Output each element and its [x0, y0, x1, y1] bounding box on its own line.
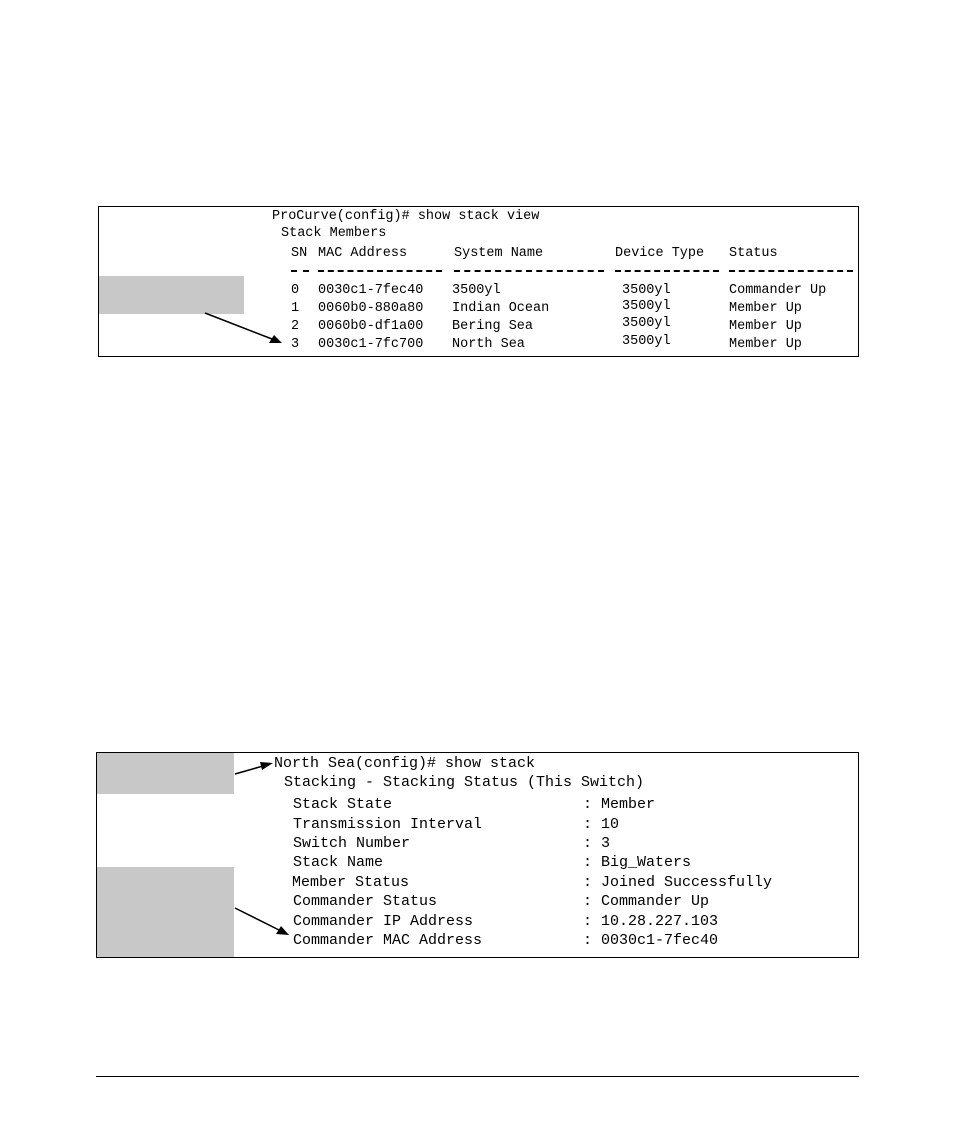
field-label: Member Status: [292, 874, 410, 891]
field-label: Stack State: [293, 796, 393, 813]
cell-mac: 0060b0-df1a00: [318, 319, 424, 334]
header-underline: [729, 270, 853, 274]
section-heading: Stack Members: [281, 226, 387, 241]
cell-sn: 0: [291, 283, 300, 298]
field-label: Transmission Interval: [293, 816, 483, 833]
cell-type: 3500yl: [622, 334, 671, 349]
command-prompt: ProCurve(config)# show stack view: [272, 209, 540, 224]
cell-name: Bering Sea: [452, 319, 534, 334]
cell-name: Indian Ocean: [452, 301, 550, 316]
column-header-name: System Name: [454, 246, 544, 261]
field-value: : Member: [583, 796, 656, 813]
field-value: : Big_Waters: [583, 854, 692, 871]
header-underline: [318, 270, 442, 274]
cell-mac: 0030c1-7fc700: [318, 337, 424, 352]
field-label: Commander MAC Address: [293, 932, 483, 949]
section-heading: Stacking - Stacking Status (This Switch): [284, 774, 645, 791]
stack-status-terminal: [96, 752, 859, 958]
column-header-type: Device Type: [615, 246, 705, 261]
cell-mac: 0060b0-880a80: [318, 301, 424, 316]
field-label: Commander IP Address: [293, 913, 474, 930]
cell-sn: 1: [291, 301, 300, 316]
footer-divider: [96, 1076, 859, 1077]
cell-status: Member Up: [729, 301, 802, 316]
cell-status: Member Up: [729, 319, 802, 334]
cell-status: Commander Up: [729, 283, 827, 298]
cell-sn: 3: [291, 337, 300, 352]
field-value: : Joined Successfully: [583, 874, 773, 891]
command-prompt: North Sea(config)# show stack: [274, 755, 536, 772]
header-underline: [454, 270, 604, 274]
field-label: Switch Number: [293, 835, 411, 852]
header-underline: [615, 270, 719, 274]
field-label: Commander Status: [293, 893, 438, 910]
field-value: : 0030c1-7fec40: [583, 932, 719, 949]
stack-view-terminal: [98, 206, 859, 357]
field-value: : 10.28.227.103: [583, 913, 719, 930]
cell-type: 3500yl: [622, 283, 671, 298]
field-value: : Commander Up: [583, 893, 710, 910]
field-value: : 3: [583, 835, 611, 852]
cell-status: Member Up: [729, 337, 802, 352]
cell-type: 3500yl: [622, 316, 671, 331]
cell-type: 3500yl: [622, 299, 671, 314]
field-value: : 10: [583, 816, 620, 833]
column-header-mac: MAC Address: [318, 246, 408, 261]
field-label: Stack Name: [293, 854, 384, 871]
column-header-status: Status: [729, 246, 778, 261]
header-underline: [291, 270, 309, 274]
cell-name: 3500yl: [452, 283, 501, 298]
cell-name: North Sea: [452, 337, 525, 352]
column-header-sn: SN: [291, 246, 308, 261]
cell-mac: 0030c1-7fec40: [318, 283, 424, 298]
cell-sn: 2: [291, 319, 300, 334]
